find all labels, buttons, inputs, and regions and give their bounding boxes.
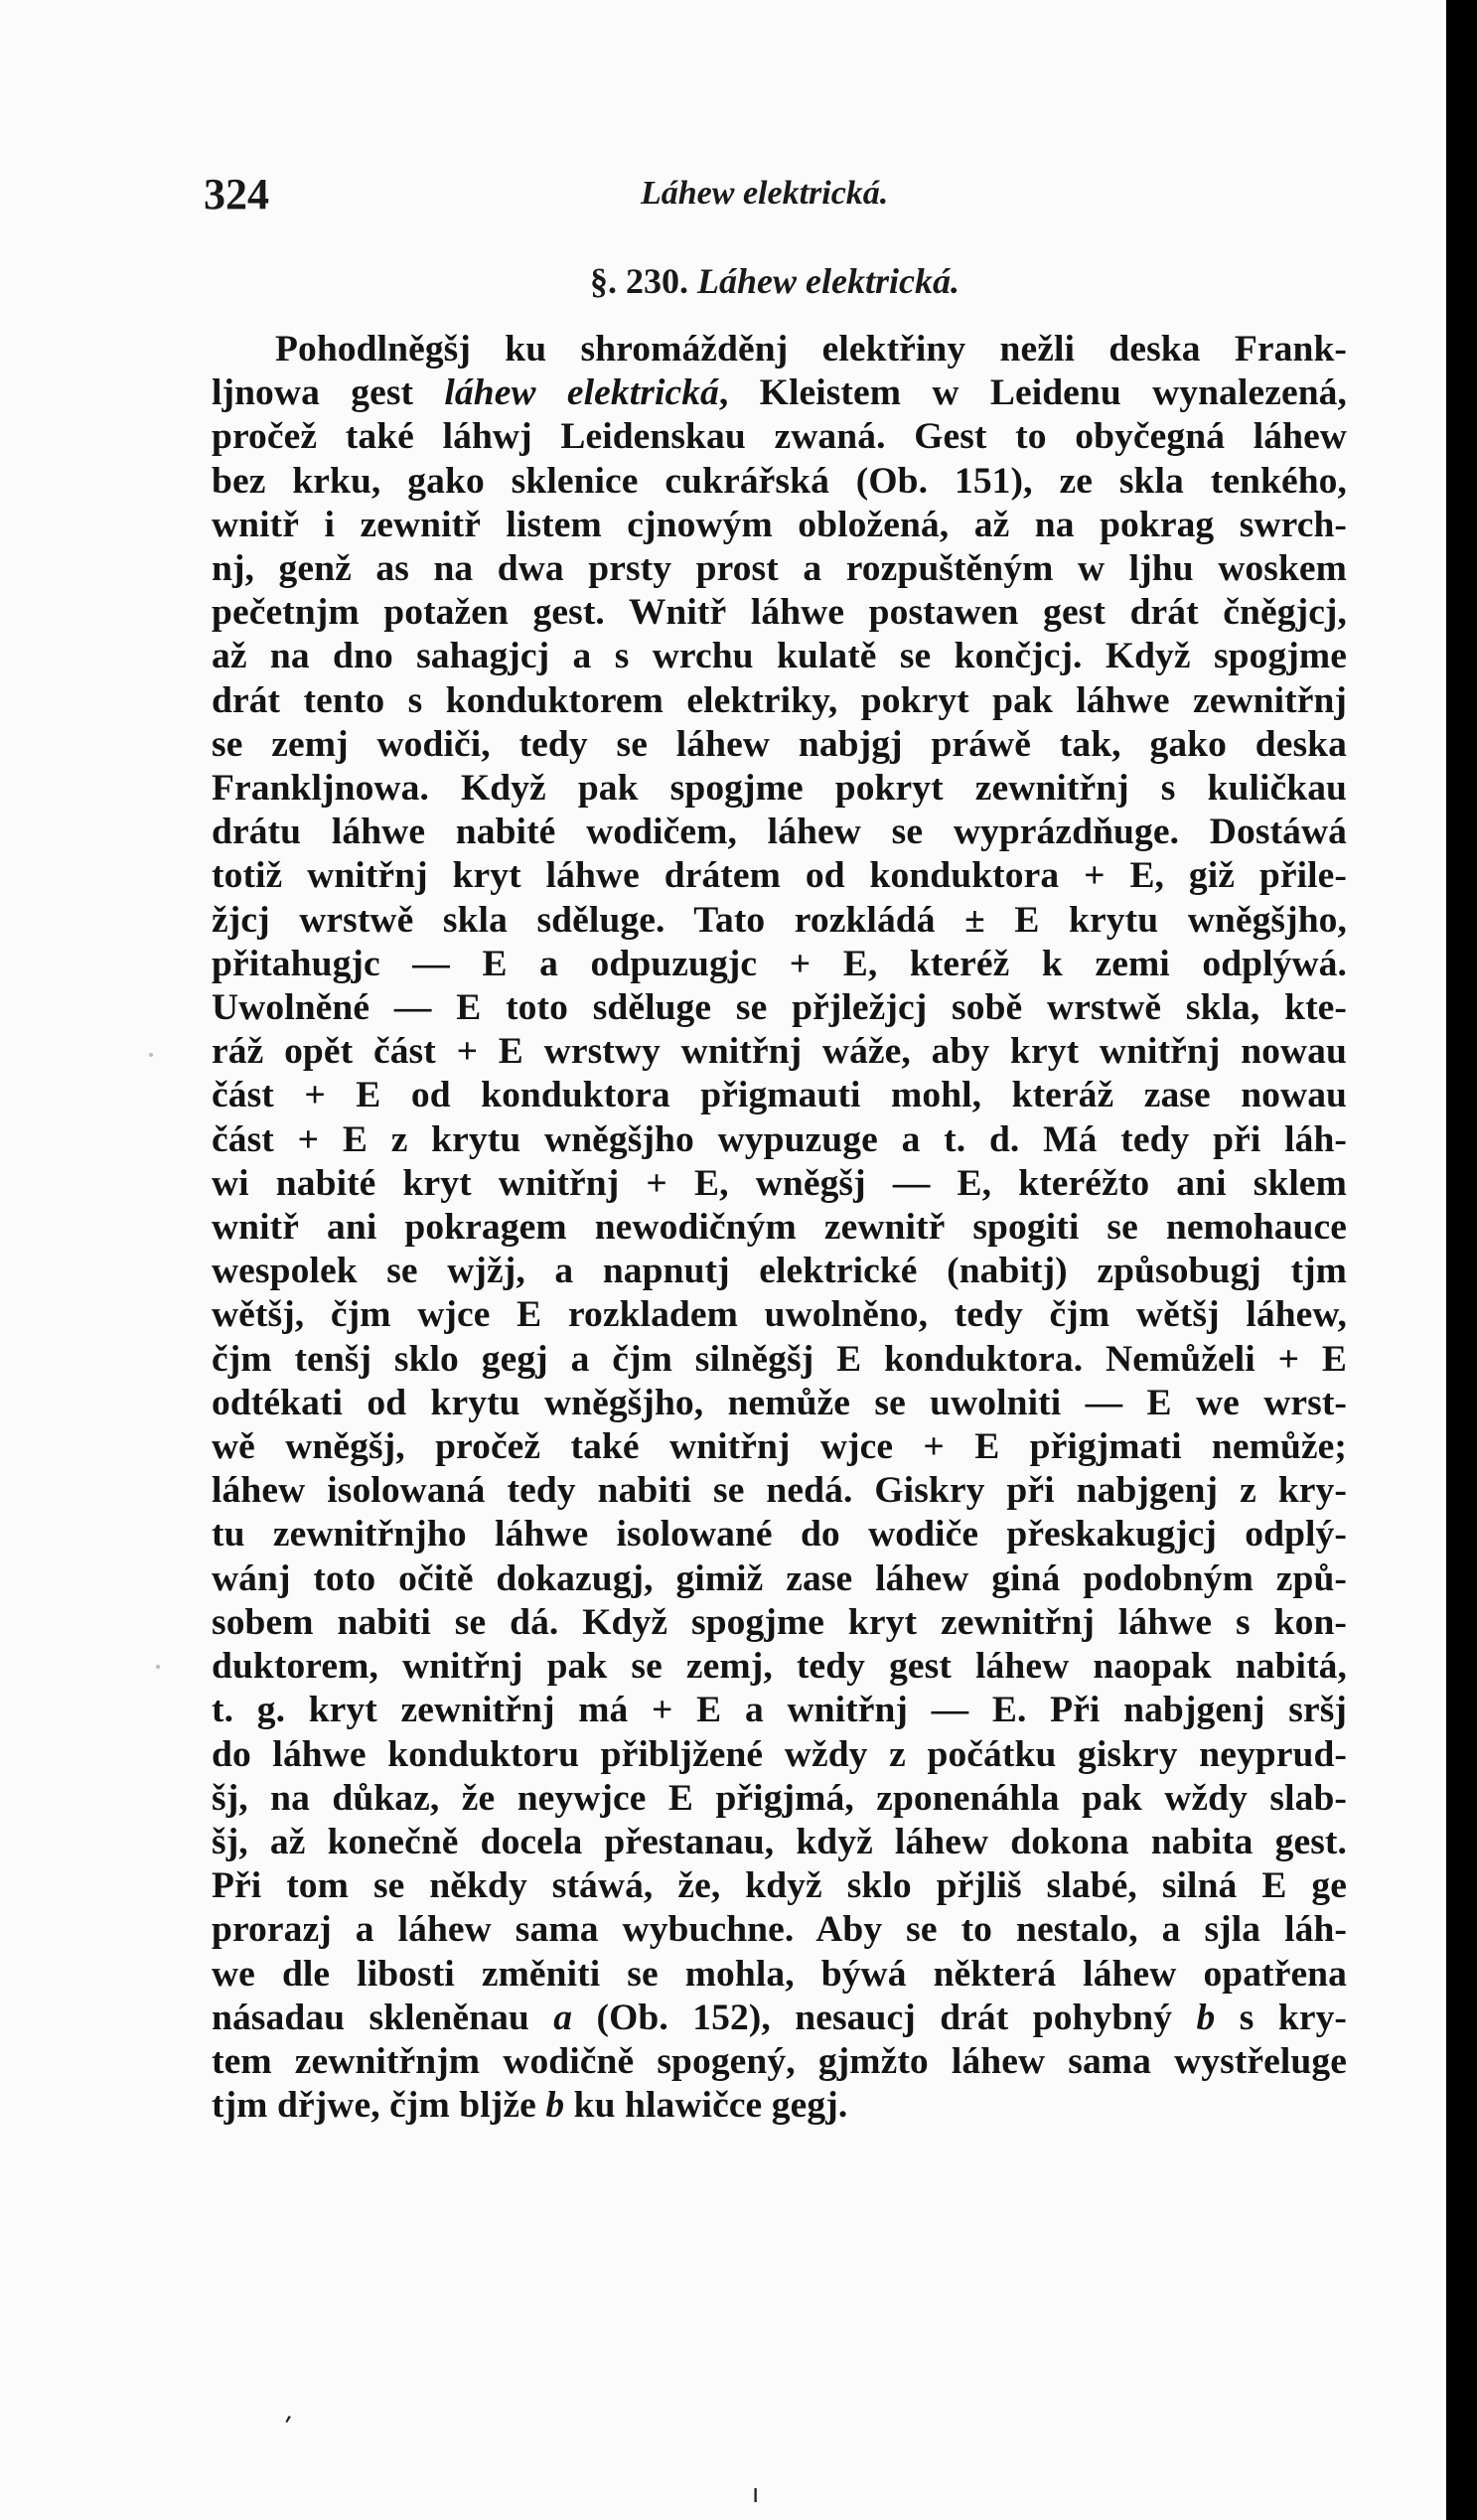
text-line	[212, 767, 1347, 811]
text-line	[212, 415, 1347, 459]
running-title: Láhew elektrická.	[641, 175, 889, 212]
italic-term: a	[553, 1997, 573, 2038]
stray-pen-mark: ʹ	[275, 2411, 295, 2446]
text-line	[212, 591, 1347, 635]
text-line	[212, 328, 1347, 371]
text-line	[212, 1293, 1347, 1337]
italic-term: b	[1196, 1997, 1216, 2038]
text-line	[212, 1953, 1347, 1997]
text-line	[212, 1469, 1347, 1513]
text-line	[212, 854, 1347, 898]
text-line	[212, 547, 1347, 591]
text-line	[212, 1601, 1347, 1645]
text-run: s kry-	[1215, 1997, 1348, 2038]
text-run: Pohodlněgšj ku shromážděnj elektřiny nežli deska Frank-	[275, 329, 1347, 370]
scan-edge	[1446, 0, 1477, 2520]
text-run: wětšj, čjm wjce E rozkladem uwolněno, tedy čjm wětšj láhew,	[212, 1294, 1347, 1336]
text-line	[212, 1997, 1347, 2040]
text-run: až na dno sahagjcj a s wrchu kulatě se končjcj. Když spogjme	[212, 636, 1347, 677]
body-paragraph	[212, 328, 1347, 2128]
text-run: šj, na důkaz, že neywjce E přigjmá, zponenáhla pak wždy slab-	[212, 1777, 1347, 1819]
text-line	[212, 1425, 1347, 1469]
text-run: část + E z krytu wněgšjho wypuzuge a t. d. Má tedy při láh-	[212, 1118, 1347, 1160]
text-line	[212, 811, 1347, 854]
page-number: 324	[204, 170, 269, 219]
text-run: wě wněgšj, pročež také wnitřnj wjce + E přigjmati nemůže;	[212, 1426, 1347, 1468]
text-run: prorazj a láhew sama wybuchne. Aby se to nestalo, a sjla láh-	[212, 1909, 1347, 1951]
text-line	[212, 1382, 1347, 1425]
text-line	[212, 1645, 1347, 1689]
text-line	[212, 1689, 1347, 1732]
text-run: tjm dřjwe, čjm bljže	[212, 2085, 546, 2127]
text-run: násadau skleněnau	[212, 1997, 554, 2038]
text-run: wi nabité kryt wnitřnj + E, wněgšj — E, kteréžto ani sklem	[212, 1162, 1347, 1204]
text-run: Uwolněné — E toto sděluge se přjležjcj sobě wrstwě skla, kte-	[212, 987, 1347, 1029]
section-heading	[204, 260, 1346, 302]
text-run: šj, až konečně docela přestanau, když láhew dokona nabita gest.	[212, 1821, 1347, 1862]
text-line	[212, 899, 1347, 943]
text-run: tu zewnitřnjho láhwe isolowané do wodiče přeskakugjcj odplý-	[212, 1514, 1347, 1556]
text-run: do láhwe konduktoru přibljžené wždy z počátku giskry neyprud-	[212, 1733, 1347, 1775]
text-run: láhew isolowaná tedy nabiti se nedá. Giskry při nabjgenj z kry-	[212, 1470, 1347, 1512]
text-run: duktorem, wnitřnj pak se zemj, tedy gest láhew naopak nabitá,	[212, 1646, 1347, 1688]
text-run: tem zewnitřnjm wodičně spogený, gjmžto láhew sama wystřeluge	[212, 2040, 1347, 2082]
text-line	[212, 635, 1347, 678]
text-run: ráž opět část + E wrstwy wnitřnj wáže, aby kryt wnitřnj nowau	[212, 1031, 1347, 1073]
text-run: wnitř i zewnitř listem cjnowým obložená, až na pokrag swrch-	[212, 504, 1347, 545]
text-run: wnitř ani pokragem newodičným zewnitř spogiti se nemohauce	[212, 1207, 1347, 1249]
text-run: část + E od konduktora přigmauti mohl, kteráž zase nowau	[212, 1075, 1347, 1116]
stray-dot	[156, 1665, 160, 1669]
running-head	[204, 169, 1346, 228]
text-run: pečetnjm potažen gest. Wnitř láhwe postawen gest drát čněgjcj,	[212, 592, 1347, 634]
text-line	[212, 1777, 1347, 1821]
text-run: přitahugjc — E a odpuzugjc + E, kteréž k zemi odplýwá.	[212, 943, 1347, 984]
text-line	[212, 2040, 1347, 2084]
text-line	[212, 460, 1347, 504]
section-title: Láhew elektrická.	[697, 261, 960, 301]
text-line	[212, 1250, 1347, 1293]
italic-term: láhew elektrická	[444, 372, 719, 414]
text-line	[212, 504, 1347, 547]
text-line	[212, 371, 1347, 415]
text-run: odtékati od krytu wněgšjho, nemůže se uwolniti — E we wrst-	[212, 1382, 1347, 1423]
text-line	[212, 1908, 1347, 1952]
section-number: §. 230.	[590, 261, 689, 301]
text-line	[212, 1118, 1347, 1162]
text-line	[212, 986, 1347, 1030]
text-line	[212, 679, 1347, 723]
text-run: čjm tenšj sklo gegj a čjm silněgšj E konduktora. Nemůželi + E	[212, 1338, 1347, 1380]
text-run: we dle libosti změniti se mohla, býwá některá láhew opatřena	[212, 1953, 1347, 1995]
text-run: ljnowa gest	[212, 372, 445, 414]
text-run: pročež také láhwj Leidenskau zwaná. Gest to obyčegná láhew	[212, 416, 1347, 458]
text-line	[212, 1864, 1347, 1908]
text-run: wespolek se wjžj, a napnutj elektrické (nabitj) způsobugj tjm	[212, 1251, 1347, 1292]
text-line	[212, 1513, 1347, 1556]
italic-term: b	[545, 2085, 565, 2127]
text-line	[212, 1733, 1347, 1777]
text-run: wánj toto očitě dokazugj, gimiž zase láhew giná podobným způ-	[212, 1557, 1347, 1599]
text-line	[212, 1821, 1347, 1864]
text-run: Frankljnowa. Když pak spogjme pokryt zewnitřnj s kuličkau	[212, 768, 1347, 810]
stray-pen-mark: ı	[752, 2479, 760, 2509]
text-run: , Kleistem w Leidenu wynalezená,	[718, 372, 1347, 414]
text-line	[212, 2084, 1347, 2128]
stray-dot	[149, 1053, 153, 1057]
text-line	[212, 1074, 1347, 1117]
text-line	[212, 1338, 1347, 1382]
text-run: drát tento s konduktorem elektriky, pokryt pak láhwe zewnitřnj	[212, 679, 1347, 721]
text-run: bez krku, gako sklenice cukrářská (Ob. 151), ze skla tenkého,	[212, 460, 1347, 502]
text-line	[212, 1206, 1347, 1250]
text-line	[212, 1030, 1347, 1074]
text-run: Při tom se někdy stáwá, že, když sklo přjliš slabé, silná E ge	[212, 1865, 1347, 1907]
text-line	[212, 723, 1347, 767]
text-run: sobem nabiti se dá. Když spogjme kryt zewnitřnj láhwe s kon-	[212, 1601, 1347, 1643]
text-line	[212, 1557, 1347, 1601]
text-run: nj, genž as na dwa prsty prost a rozpuštěným w ljhu woskem	[212, 548, 1347, 590]
text-run: ku hlawičce gegj.	[564, 2085, 848, 2127]
text-line	[212, 943, 1347, 986]
text-line	[212, 1162, 1347, 1206]
text-run: totiž wnitřnj kryt láhwe drátem od konduktora + E, giž přile-	[212, 855, 1347, 897]
text-run: se zemj wodiči, tedy se láhew nabjgj práwě tak, gako deska	[212, 723, 1347, 765]
text-run: t. g. kryt zewnitřnj má + E a wnitřnj — E. Při nabjgenj sršj	[212, 1690, 1347, 1731]
text-run: drátu láhwe nabité wodičem, láhew se wyprázdňuge. Dostáwá	[212, 812, 1347, 853]
text-run: žjcj wrstwě skla sděluge. Tato rozkládá ± E krytu wněgšjho,	[212, 899, 1347, 941]
text-run: (Ob. 152), nesaucj drát pohybný	[572, 1997, 1197, 2038]
